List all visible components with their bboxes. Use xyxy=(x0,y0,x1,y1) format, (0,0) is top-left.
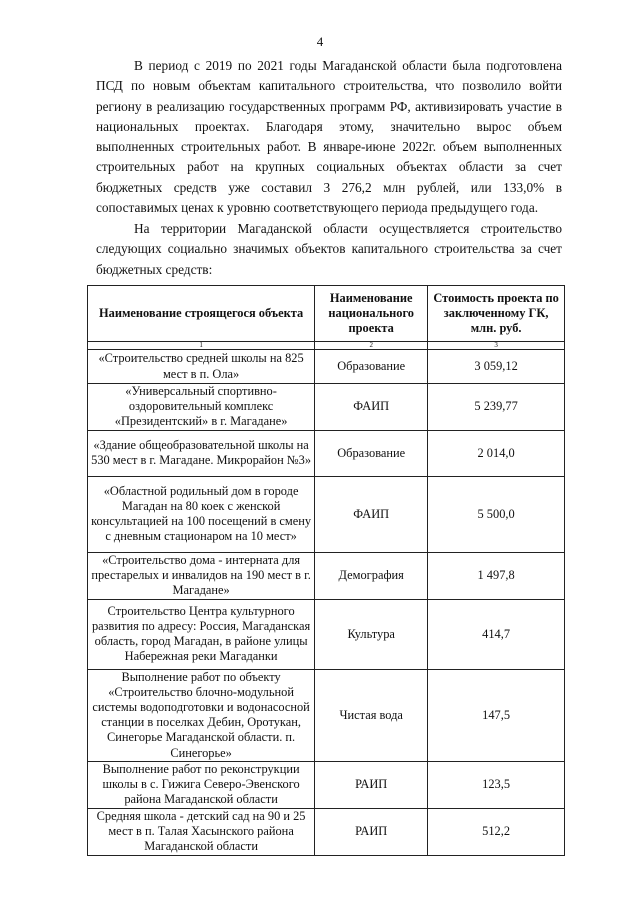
table-row xyxy=(88,476,565,552)
cell-object-name: Выполнение работ по объекту «Строительство блочно-модульной системы водоподготовки и водонасосной станции в поселках Дебин, Оротукан, Синегорье Магаданской области. п. Синегорье» xyxy=(88,669,315,761)
paragraph-objects-intro: На территории Магаданской области осуществляется строительство следующих социально значимых объектов капитального строительства за счет бюджетных средств: xyxy=(96,221,562,277)
projects-table xyxy=(87,285,565,856)
cell-project-cost: 5 239,77 xyxy=(428,384,565,431)
cell-project-cost: 2 014,0 xyxy=(428,430,565,476)
cell-national-project: ФАИП xyxy=(315,384,428,431)
cell-national-project: РАИП xyxy=(315,808,428,855)
cell-project-cost: 414,7 xyxy=(428,599,565,669)
column-number: 3 xyxy=(428,342,565,350)
table-row xyxy=(88,669,565,761)
header-project-cost: Стоимость проекта по заключенному ГК, млн. руб. xyxy=(428,286,565,342)
cell-project-cost: 512,2 xyxy=(428,808,565,855)
cell-national-project: Культура xyxy=(315,599,428,669)
cell-project-cost: 123,5 xyxy=(428,761,565,808)
cell-project-cost: 147,5 xyxy=(428,669,565,761)
table-row xyxy=(88,430,565,476)
cell-project-cost: 5 500,0 xyxy=(428,476,565,552)
header-object-name: Наименование строящегося объекта xyxy=(88,286,315,342)
table-row xyxy=(88,761,565,808)
cell-national-project: Образование xyxy=(315,430,428,476)
cell-national-project: ФАИП xyxy=(315,476,428,552)
table-row xyxy=(88,384,565,431)
column-number-row xyxy=(88,342,565,350)
table-header-row xyxy=(88,286,565,342)
cell-object-name: Выполнение работ по реконструкции школы в с. Гижига Северо-Эвенского района Магаданской области xyxy=(88,761,315,808)
cell-object-name: «Универсальный спортивно-оздоровительный комплекс «Президентский» в г. Магадане» xyxy=(88,384,315,431)
page-number: 4 xyxy=(316,34,324,49)
cell-national-project: Чистая вода xyxy=(315,669,428,761)
table-row xyxy=(88,599,565,669)
cell-national-project: Образование xyxy=(315,350,428,384)
cell-object-name: Строительство Центра культурного развития по адресу: Россия, Магаданская область, город Магадан, в районе улицы Набережная реки Магаданки xyxy=(88,599,315,669)
cell-object-name: «Здание общеобразовательной школы на 530 мест в г. Магадане. Микрорайон №3» xyxy=(88,430,315,476)
table-row xyxy=(88,808,565,855)
table-row xyxy=(88,350,565,384)
header-national-project: Наименование национального проекта xyxy=(315,286,428,342)
cell-object-name: «Строительство средней школы на 825 мест в п. Ола» xyxy=(88,350,315,384)
column-number: 2 xyxy=(315,342,428,350)
column-number: 1 xyxy=(88,342,315,350)
cell-project-cost: 1 497,8 xyxy=(428,552,565,599)
cell-project-cost: 3 059,12 xyxy=(428,350,565,384)
cell-object-name: Средняя школа - детский сад на 90 и 25 мест в п. Талая Хасынского района Магаданской области xyxy=(88,808,315,855)
paragraph-construction-results: В период с 2019 по 2021 годы Магаданской области была подготовлена ПСД по новым объектам капитального строительства, что позволило войти региону в реализацию государственных программ РФ, активизировать участие в национальных проектах. Благодаря этому, значительно вырос объем выполненных строительных работ. В январе-июне 2022г. объем выполненных строительных работ на крупных социальных объектах области за счет бюджетных средств уже составил 3 276,2 млн рублей, или 133,0% в сопоставимых ценах к уровню соответствующего периода предыдущего года. xyxy=(96,58,562,216)
cell-object-name: «Областной родильный дом в городе Магадан на 80 коек с женской консультацией на 100 посещений в смену с дневным стационаром на 10 мест» xyxy=(88,476,315,552)
cell-national-project: РАИП xyxy=(315,761,428,808)
cell-national-project: Демография xyxy=(315,552,428,599)
cell-object-name: «Строительство дома - интерната для престарелых и инвалидов на 190 мест в г. Магадане» xyxy=(88,552,315,599)
table-row xyxy=(88,552,565,599)
